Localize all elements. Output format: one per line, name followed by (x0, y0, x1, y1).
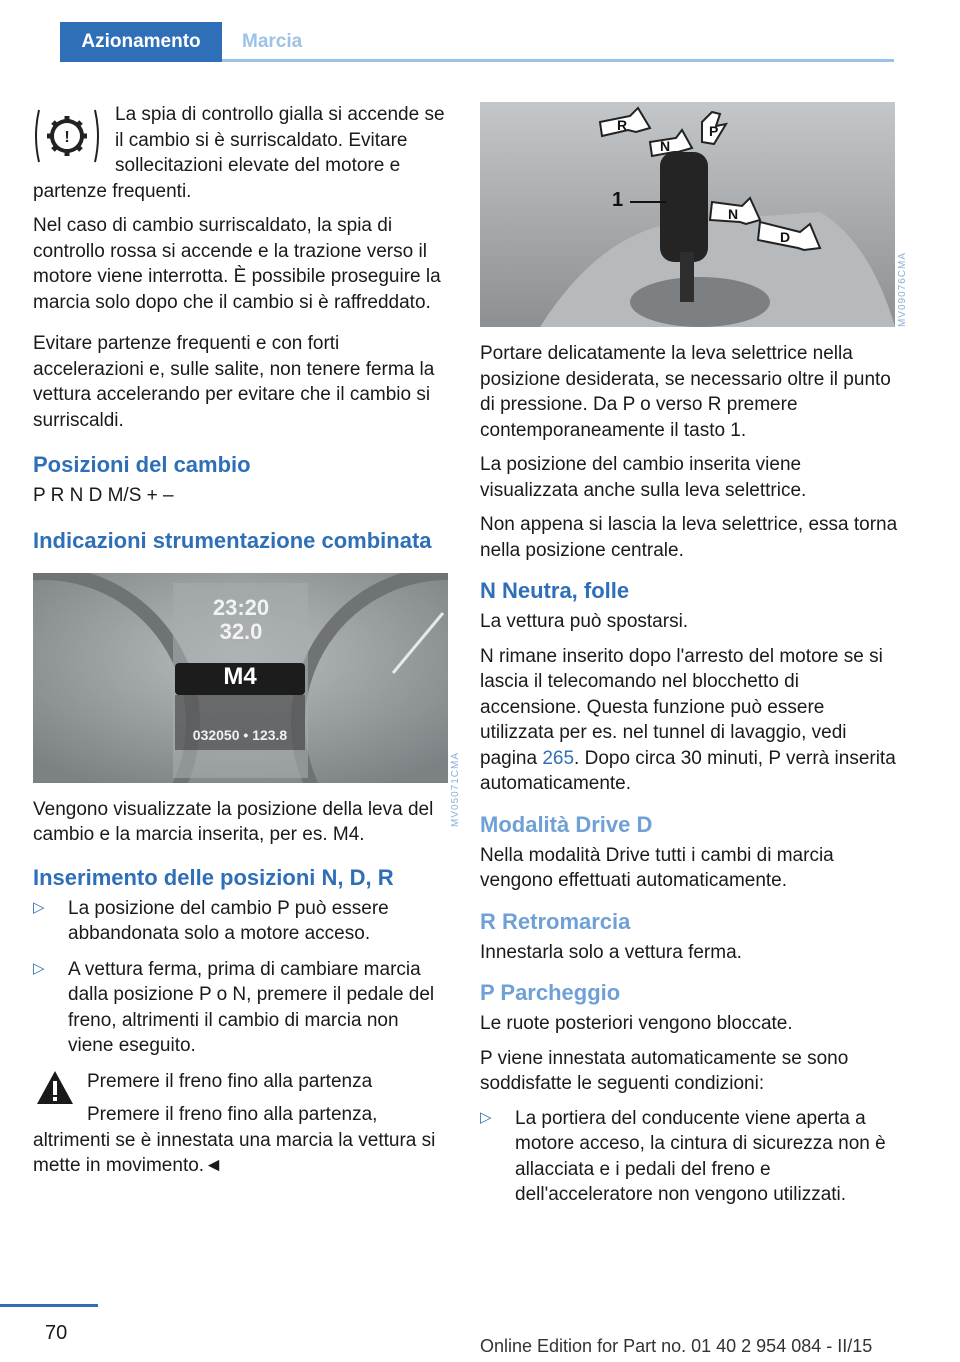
paragraph: Non appena si lascia la leva selettrice, essa torna nella posizione centrale. (480, 514, 898, 561)
warning-note (33, 1069, 448, 1179)
image-code-right: MV09076CMA (897, 252, 908, 328)
warning-triangle-icon (35, 1069, 75, 1107)
section-heading-display: Indicazioni strumentazione combinata (33, 527, 432, 553)
list-item: ▷ La posizione del cambio P può essere abbandonata solo a motore acceso. (33, 896, 448, 947)
paragraph: Vengono visualizzate la posizione della leva del cambio e la marcia inserita, per es. M4. (33, 798, 434, 845)
cluster-gear: M4 (223, 662, 257, 690)
paragraph: La vettura può spostarsi. (480, 611, 689, 632)
bullet-list (480, 1106, 900, 1208)
cluster-odometer: 032050 • 123.8 (192, 726, 288, 743)
positions-text: P R N D M/S + – (33, 485, 174, 506)
cluster-temp: 32.0 (219, 618, 263, 644)
svg-text:!: ! (64, 129, 70, 146)
section-heading-park: P Parcheggio (480, 980, 621, 1005)
bullet-triangle-icon: ▷ (480, 1108, 492, 1126)
section-heading-drive: Modalità Drive D (480, 811, 653, 837)
paragraph: Evitare partenze frequenti e con forti accelerazioni e, sulle salite, non tenere ferma la vettura accelerando per evitare che il cambio si surriscaldi. (33, 333, 435, 431)
list-item: ▷ La portiera del conducente viene aperta a motore acceso, la cintura di sicurezza non è allacciata e i pedali del freno e dell'acceleratore non vengono utilizzati. (480, 1106, 900, 1208)
paragraph: P viene innestata automaticamente se sono soddisfatte le seguenti condizioni: (480, 1047, 849, 1094)
svg-text:D: D (780, 229, 791, 245)
section-heading-neutral: N Neutra, folle (480, 578, 630, 603)
tab-marcia[interactable]: Marcia (222, 22, 894, 62)
warning-title: Premere il freno fino alla partenza (87, 1070, 373, 1092)
svg-text:N: N (660, 138, 671, 154)
paragraph: Innestarla solo a vettura ferma. (480, 941, 742, 963)
svg-text:N: N (728, 206, 739, 222)
bullet-triangle-icon: ▷ (33, 959, 45, 977)
gearbox-overheat-icon (33, 106, 101, 164)
cluster-time: 23:20 (212, 594, 270, 620)
page-reference-link[interactable]: 265 (542, 747, 575, 769)
svg-text:P: P (709, 123, 719, 139)
warning-text: Premere il freno fino alla partenza, altrimenti se è innestata una marcia la vettura si mette in movimento.◄ (33, 1104, 436, 1176)
section-heading-reverse: R Retromarcia (480, 908, 631, 934)
selector-label: 1 (612, 189, 624, 211)
paragraph: Nel caso di cambio surriscaldato, la spia di controllo rossa si accende e la trazione verso il motore viene interrotta. È possibile proseguire la marcia solo dopo che il cambio si è raffreddato. (33, 215, 441, 313)
bullet-list (33, 896, 448, 1059)
paragraph: Nella modalità Drive tutti i cambi di marcia vengono effettuati automaticamente. (480, 844, 834, 891)
edition-note: Online Edition for Part no. 01 40 2 954 084 - II/15 (480, 1336, 873, 1356)
paragraph: N rimane inserito dopo l'arresto del motore se si lascia il telecomando nel blocchetto di accensione. Questa funzione può essere utilizzata per es. nel tunnel di lavaggio, vedi pagina 265. Dopo circa 30 minuti, P verrà inserita automaticamente. (480, 645, 896, 794)
instrument-cluster-image (33, 573, 448, 783)
left-column (33, 102, 448, 1179)
section-heading-positions: Posizioni del cambio (33, 452, 251, 477)
section-heading-engage: Inserimento delle posizioni N, D, R (33, 864, 394, 890)
tab-azionamento[interactable]: Azionamento (60, 22, 222, 62)
paragraph: La posizione del cambio inserita viene visualizzata anche sulla leva selettrice. (480, 454, 807, 501)
page-header (0, 0, 960, 64)
svg-text:R: R (617, 117, 628, 133)
overheat-text: La spia di controllo gialla si accende se il cambio si è surriscaldato. Evitare sollecitazioni elevate del motore e partenze frequenti. (33, 104, 445, 202)
footer-rule (0, 1304, 98, 1307)
gear-selector-image (480, 102, 895, 327)
page-number: 70 (45, 1322, 68, 1344)
list-item: ▷ A vettura ferma, prima di cambiare marcia dalla posizione P o N, premere il pedale del freno, altrimenti il cambio di marcia non viene eseguito. (33, 957, 448, 1059)
paragraph: Portare delicatamente la leva selettrice nella posizione desiderata, se necessario oltre il punto di pressione. Da P o verso R premere contemporaneamente il tasto 1. (480, 343, 891, 441)
overheat-note (33, 102, 448, 204)
bullet-triangle-icon: ▷ (33, 898, 45, 916)
paragraph: Le ruote posteriori vengono bloccate. (480, 1013, 793, 1034)
image-code-left: MV05071CMA (450, 752, 461, 828)
right-column (480, 102, 900, 1218)
